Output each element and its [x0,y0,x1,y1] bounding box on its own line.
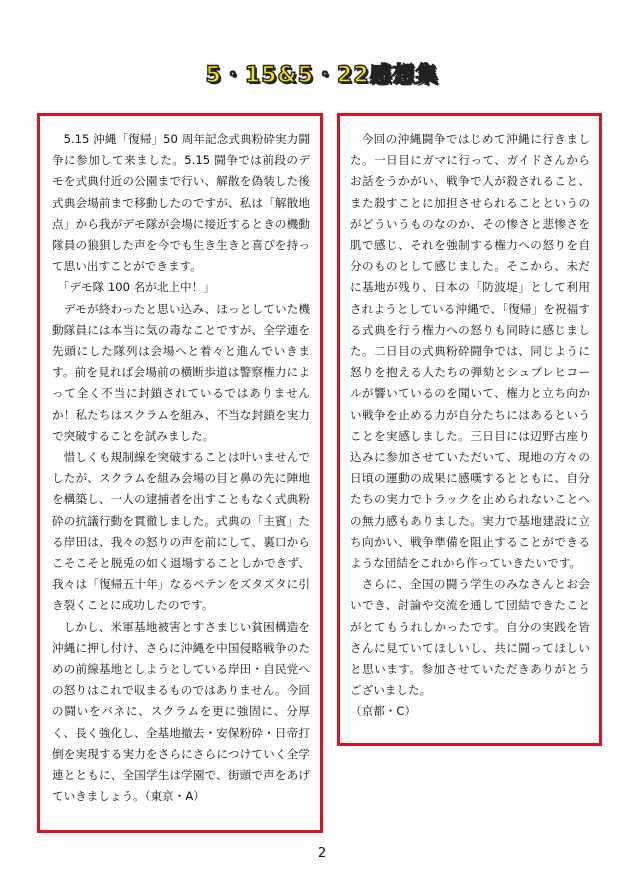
essay-paragraph: さらに、全国の闘う学生のみなさんとお会いでき、討論や交流を通して団結できたことがとてもうれしかったです。自分の実践を皆さんに見ていてほしいし、共に闘ってほしいと思います。参加させていただきありがとうございました。 [350,577,590,698]
essay-quote: 「デモ隊 100 名が北上中！」 [57,280,215,295]
page-number: 2 [317,846,327,861]
essay-signature: （京都・C） [350,704,417,719]
essay-paragraph: デモが終わったと思い込み、ほっとしていた機動隊員には本当に気の毒なことですが、全学連を先頭にした隊列は会場へと着々と進んでいきます。前を見れば会場前の横断歩道は警察権力によって全く不当に封鎖されているではありませんか！私たちはスクラムを組み、不当な封鎖を実力で突破することを試みました。 [52,301,310,443]
essay-paragraph: しかし、米軍基地被害とすさまじい貧困構造を沖縄に押し付け、さらに沖縄を中国侵略戦争のための前線基地としようとしている岸田・自民党への怒りはこれで収まるものではありません。今回の闘いをバネに、スクラムを更に強固に、分厚く、長く強化し、全基地撤去・安保粉砕・日帝打倒を実現する実力をさらにさらにつけていく全学連とともに、全国学生は学園で、街頭で声をあげていきましょう。（東京・A） [52,619,310,804]
essay-paragraph: 今回の沖縄闘争ではじめて沖縄に行きました。一日目にガマに行って、ガイドさんからお話をうかがい、戦争で人が殺されること、また殺すことに加担させられることというのがどういうものなのか、その惨さと悲惨さを肌で感じ、それを強制する権力への怒りを自分のものとして感じました。そこから、未だに基地が残り、日本の「防波堤」として利用されようとしている沖縄で、「復帰」を祝福する式典を行う権力への怒りも同時に感じました。二日目の式典粉砕闘争では、同じように怒りを抱える人たちの弾劾とシュプレヒコールが響いているのを聞いて、権力と立ち向かい戦争を止める力が自分たちにはあるということを実感しました。三日目には辺野古座り込みに参加させていただいて、現地の方々の日頃の運動の成果に感嘆するとともに、自分たちの実力でトラックを止められないことへの無力感もありました。実力で基地建設に立ち向かい、戦争準備を阻止することができるような団結をこれから作っていきたいです。 [350,132,590,571]
essay-box-kyoto [337,113,602,746]
essay-paragraph: 5.15 沖縄「復帰」50 周年記念式典粉砕実力闘争に参加して来ました。5.15 闘争では前段のデモを式典付近の公園まで行い、解散を偽装した後式典会場前まで移動したのですが、私は「解散地点」から我がデモ隊が会場に接近するときの機動隊員の狼狽した声を今でも生き生きと喜びを持って思い出すことができます。 [52,132,310,274]
essay-paragraph: 惜しくも規制線を突破することは叶いませんでしたが、スクラムを組み会場の目と鼻の先に陣地を構築し、一人の逮捕者を出すこともなく式典粉砕の抗議行動を貫徹しました。式典の「主賓」たる岸田は、我々の怒りの声を前にして、裏口からこそこそと脱兎の如く退場することしかできず、我々は「復帰五十年」なるペテンをズタズタに引き裂くことに成功したのです。 [52,450,310,613]
essay-box-tokyo [37,113,323,833]
page-title: 5・15&5・22感想集 [205,63,439,88]
